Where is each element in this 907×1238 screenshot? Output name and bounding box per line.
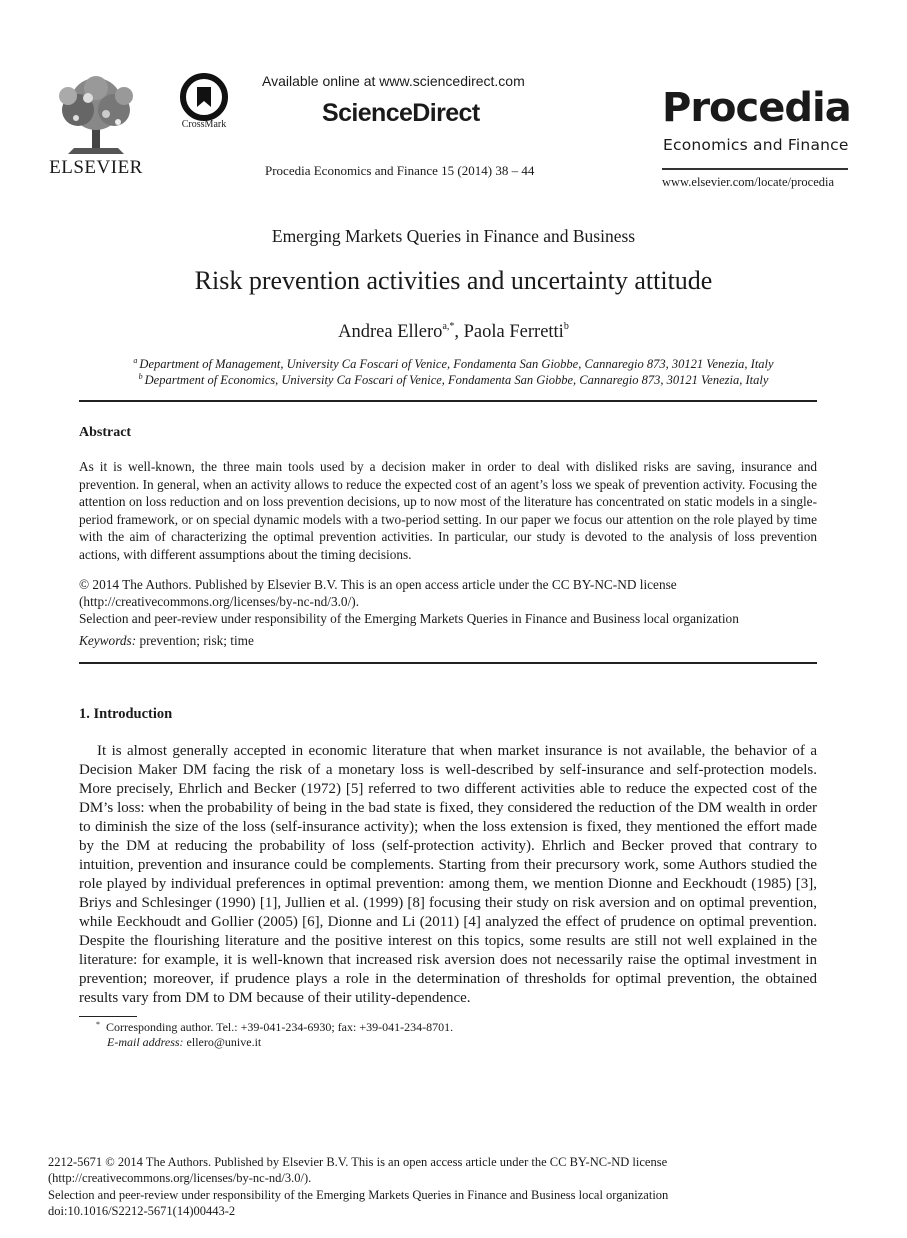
keywords-values: prevention; risk; time [136,633,254,648]
author-list [0,321,907,343]
footnote-corresponding-author [96,1020,453,1035]
journal-citation: Procedia Economics and Finance 15 (2014) 38 – 44 [265,163,535,178]
affiliation-b [0,372,907,388]
keywords-label: Keywords: [79,633,137,648]
footnote-rule [79,1016,137,1017]
copyright-notice: © 2014 The Authors. Published by Elsevier B.V. This is an open access article under the CC BY-NC-ND license [79,577,677,592]
abstract-top-rule [79,400,817,402]
footnote-email [107,1035,261,1050]
author-separator: , [454,322,464,342]
peer-review-notice: Selection and peer-review under responsibility of the Emerging Markets Queries in Finance and Business local organization [79,611,739,626]
procedia-divider [662,168,848,170]
section-heading-introduction: 1. Introduction [79,706,173,722]
affiliation-a [0,356,907,372]
affiliation-a-mark: a [133,356,138,365]
available-online-text: Available online at www.sciencedirect.com [262,73,525,89]
author-1-marks: a,* [442,321,455,332]
crossmark-icon[interactable] [180,73,228,121]
affiliation-b-mark: b [138,372,143,381]
footer-issn-copyright: 2212-5671 © 2014 The Authors. Published by Elsevier B.V. This is an open access article under the CC BY-NC-ND license [48,1155,668,1169]
footnote-corresponding-text: Corresponding author. Tel.: +39-041-234-6930; fax: +39-041-234-8701. [106,1020,454,1034]
footer-peer-review: Selection and peer-review under responsibility of the Emerging Markets Queries in Finance and Business local organization [48,1188,669,1202]
footnote-mark: * [96,1020,100,1029]
abstract-bottom-rule [79,662,817,664]
conference-name: Emerging Markets Queries in Finance and Business [271,226,636,246]
procedia-logo-subtitle: Economics and Finance [663,136,849,154]
author-2-marks: b [563,321,569,332]
abstract-heading: Abstract [79,425,132,440]
license-link[interactable]: (http://creativecommons.org/licenses/by-nc-nd/3.0/). [79,594,360,609]
keywords-line [79,633,254,649]
email-label: E-mail address: [107,1035,184,1049]
footer-license-link[interactable]: (http://creativecommons.org/licenses/by-nc-nd/3.0/). [48,1171,312,1185]
affiliation-a-text: Department of Management, University Ca Foscari of Venice, Fondamenta San Giobbe, Cannaregio 873, 30121 Venezia, Italy [139,357,774,371]
affiliation-b-text: Department of Economics, University Ca Foscari of Venice, Fondamenta San Giobbe, Cannaregio 873, 30121 Venezia, Italy [144,373,769,387]
sciencedirect-logo[interactable]: ScienceDirect [322,99,480,127]
procedia-url-link[interactable]: www.elsevier.com/locate/procedia [662,175,835,189]
paper-title: Risk prevention activities and uncertainty attitude [194,266,713,295]
publisher-name: ELSEVIER [49,157,143,178]
abstract-body: As it is well-known, the three main tools used by a decision maker in order to deal with disliked risks are saving, insurance and prevention. In general, when an activity allows to reduce the expected cost of an agent’s loss we speak of prevention activity. Focusing the attention on loss reduction and on loss prevention decisions, up to now most of the literature has concentrated on static models in a single-period framework, or on special dynamic models with a two-period setting. In our paper we focus our attention on the role played by time with the aim of characterizing the optimal prevention activities. In particular, our study is devoted to the analysis of loss prevention actions, with different assumptions about the timing decisions. [79,459,817,562]
elsevier-tree-logo-icon [48,74,144,158]
introduction-body [79,742,817,1008]
email-address-link[interactable]: ellero@unive.it [183,1035,262,1049]
author-1-name: Andrea Ellero [338,322,443,342]
crossmark-label: CrossMark [181,119,227,130]
introduction-paragraph: It is almost generally accepted in economic literature that when market insurance is not available, the behavior of a Decision Maker DM facing the risk of a monetary loss is well-described by self-insurance and self-protection models. More precisely, Ehrlich and Becker (1972) [5] referred to two different activities able to reduce the expected cost of the DM’s loss: when the probability of being in the bad state is fixed, they considered the reduction of the DM wealth in order to diminish the size of the loss (self-insurance activity); when the loss extension is fixed, they mentioned the effort made by the DM at reducing the probability of loss (self-protection activity). Ehrlich and Becker proved that contrary to intuition, prevention and insurance could be complements. Starting from their precursory work, some Authors studied the role played by individual preferences in optimal prevention: among them, we mention Dionne and Eeckhoudt (1985) [3], Briys and Schlesinger (1990) [1], Jullien et al. (1999) [8] focusing their study on risk aversion and on optimal prevention, while Eeckhoudt and Gollier (2005) [6], Dionne and Li (2011) [4] analyzed the effect of prudence on optimal prevention. Despite the flourishing literature and the positive interest on this topics, some results are still not well explained in the literature: for example, it is well-known that increased risk aversion does not necessarily raise the optimal investment in prevention; moreover, if prudence plays a role in the determination of thresholds for optimal prevention, the obtained results vary from DM to DM because of their utility-dependence. [79,743,817,1006]
footer-doi[interactable]: doi:10.1016/S2212-5671(14)00443-2 [48,1204,236,1218]
author-2-name: Paola Ferretti [463,322,564,342]
procedia-logo-title: Procedia [662,85,851,131]
